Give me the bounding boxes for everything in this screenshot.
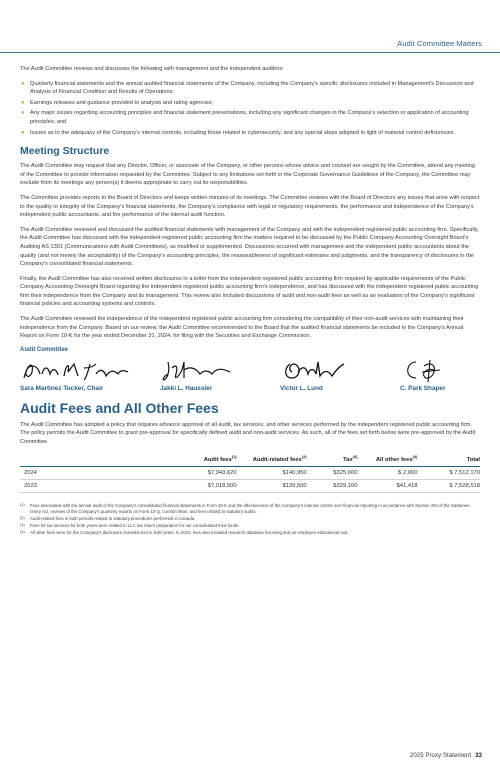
audit-committee-label: Audit Committee: [20, 346, 68, 353]
meeting-paragraph: The Audit Committee reviewed the independence of the independent registered public accounting firm considering the compatibility of their non-audit services with maintaining their independence from the Company. Based on our review, the Audit Committee recommended to the Board that the audited financial statements be included in the Company's Annual Report on Form 10-K for the year ended December 31, 2024, for filing with the Securities and Exchange Commission.: [20, 316, 464, 340]
page-footer: [410, 752, 482, 759]
signature-row: [20, 358, 480, 392]
column-header: Tax$^{(3)}$: [307, 453, 358, 466]
bullet-icon: ●: [21, 110, 25, 117]
table-row: [20, 479, 480, 492]
table-cell: $7,043,620: [170, 466, 237, 479]
meeting-paragraph: The Audit Committee may request that any Director, Officer, or associate of the Company, or other persons whose advice and counsel are sought by the Committee, attend any meeting of the Committee to provide information requested by the Committee. Subject to any limitations set forth in the Corporate Governance Guidelines of the Company, the Committee may exclude from its meetings any person(s) it deems appropriate to carry out its responsibilities.: [20, 163, 475, 187]
table-cell: $41,418: [357, 479, 417, 492]
list-item: ● Any major issues regarding accounting principles and financial statement presentations, including any significant changes in the Company's selection or application of accounting principles; and: [21, 110, 469, 125]
list-item: ● Issues as to the adequacy of the Company's internal controls, including those related to cybersecurity, and any special steps adopted in light of material control deficiencies.: [21, 129, 456, 136]
signature-block: [160, 358, 250, 392]
content: [20, 65, 480, 538]
table-cell: $ 2,000: [357, 466, 417, 479]
year-cell: 2024: [20, 466, 170, 479]
page-number: 33: [475, 752, 482, 759]
table-header-row: [20, 453, 480, 466]
fees-table: [20, 453, 480, 493]
footnote: (4) All other fees were for the Company's disclosure checklist tool in both years. In 2023, fees also included research database licensing and an employee educational tool.: [20, 530, 349, 536]
year-cell: 2023: [20, 479, 170, 492]
header-rule: [0, 52, 500, 53]
bullet-icon: ●: [21, 129, 25, 136]
table-cell: $ 7,528,518: [417, 479, 480, 492]
section-title: Audit Committee Matters: [397, 39, 482, 48]
member-name: C. Park Shaper: [400, 384, 446, 392]
table-cell: $325,600: [307, 466, 358, 479]
table-cell: $140,950: [237, 466, 307, 479]
meeting-paragraph: The Audit Committee reviewed and discussed the audited financial statements with management of the Company and with the independent registered public accounting firm. Specifically, the Audit Committee has discussed with the independent registered public accounting firm the matters required to be discussed by the Public Company Accounting Oversight Board's Auditing AS 1301 (Communications with Audit Committees), as modified or supplemented. Discussions occurred with management and the independent public accountants about the quality (and not merely the acceptability) of the Company's accounting principles, the reasonableness of significant estimates and judgments, and the transparency of disclosures in the Company's consolidated financial statements.: [20, 226, 479, 268]
meeting-paragraph: Finally, the Audit Committee has also received written disclosures in a letter from the independent registered public accounting firm required by applicable requirements of the Public Company Accounting Oversight Board regarding the independent registered public accounting firm's independence, and has discussed with the independent registered public accounting firm their independence from the Company and its management. This review also included discussions of audit and non-audit fees as well as an evaluation of the Company's significant financial policies and accounting systems and controls.: [20, 275, 479, 308]
footnote: (1) Fees associated with the annual audit of the Company's consolidated financial statements in Form 10-K and the effectiveness of the Company's internal control over financial reporting in accordance with Section 404 of the Sarbanes-Oxley Act, reviews of the Company's quarterly reports on Form 10-Q, comfort letter, and fees related to statutory audits.: [20, 502, 471, 514]
column-header: Audit-related fees$^{(2)}$: [237, 453, 307, 466]
bullet-icon: ●: [21, 99, 25, 106]
table-cell: $7,018,500: [170, 479, 237, 492]
table-cell: $ 7,512,170: [417, 466, 480, 479]
signature-block: [400, 358, 480, 392]
column-header: Total: [417, 453, 480, 466]
footnotes: [20, 503, 480, 537]
signature-block: [20, 358, 130, 392]
review-list: [20, 80, 480, 138]
member-name: Sara Martinez Tucker, Chair: [20, 384, 104, 392]
member-name: Jakki L. Haussler: [160, 384, 213, 392]
bullet-icon: ●: [21, 80, 25, 87]
table-row: [20, 466, 480, 479]
meeting-structure-heading: Meeting Structure: [20, 145, 110, 158]
signature-image: [280, 358, 370, 384]
column-header-year: [20, 453, 170, 466]
column-header: All other fees$^{(4)}$: [357, 453, 417, 466]
intro-text: The Audit Committee reviews and discusses the following with management and the independent auditors:: [20, 66, 284, 72]
footnote: (2) Audit-related fees in both periods related to statutory procedures performed in Canada.: [20, 515, 196, 521]
fees-paragraph: The Audit Committee has adopted a policy that requires advance approval of all audit, tax services, and other services performed by the independent registered public accounting firm. The policy permits the Audit Committee to grant pre-approval for specifically defined audit and non-audit services. As such, all of the fees set forth below were pre-approved by the Audit Committee.: [20, 421, 476, 446]
signature-image: [20, 358, 130, 384]
signature-image: [160, 358, 250, 384]
signature-block: [280, 358, 370, 392]
audit-fees-heading: Audit Fees and All Other Fees: [20, 399, 219, 416]
footnote: (3) Fees for tax services for both years were related to LLC tax return preparation for our consolidated trust funds.: [20, 523, 240, 529]
list-item: ● Earnings releases and guidance provided to analysts and rating agencies;: [21, 99, 214, 106]
signature-image: [400, 358, 480, 384]
table-cell: $139,500: [237, 479, 307, 492]
list-item: ● Quarterly financial statements and the annual audited financial statements of the Company, including the Company's specific disclosures included in Management's Discussion and Analysis of Financial Condition and Results of Operations;: [21, 80, 474, 96]
column-header: Audit fees$^{(1)}$: [170, 453, 237, 466]
meeting-paragraph: The Committee provides reports to the Board of Directors and keeps written minutes of its meetings. The Committee reviews with the Board of Directors any issues that arise with respect to the quality or integrity of the Company's financial statements, the Company's compliance with legal or regulatory requirements, the performance and independence of the Company's independent public accountants, and the performance of the internal audit function.: [20, 194, 480, 219]
table-cell: $329,100: [307, 479, 358, 492]
member-name: Victor L. Lund: [280, 384, 323, 392]
footer-document-title: 2025 Proxy Statement: [409, 752, 472, 759]
